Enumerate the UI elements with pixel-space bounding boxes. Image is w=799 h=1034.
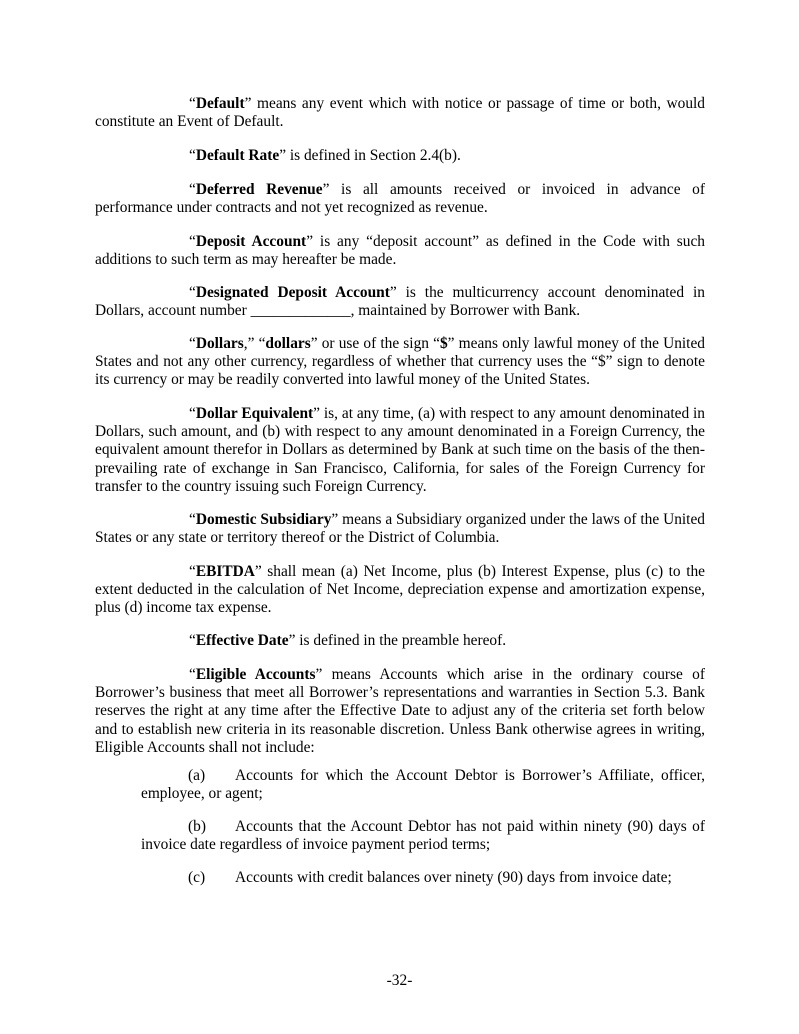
definition-designated-deposit-account: “Designated Deposit Account” is the multicurrency account denominated in Dollars, account number _____________, maintained by Borrower with Bank.	[95, 284, 705, 320]
definition-deferred-revenue: “Deferred Revenue” is all amounts received or invoiced in advance of performance under contracts and not yet recognized as revenue.	[95, 181, 705, 217]
subitem-number: (b)	[188, 818, 206, 835]
subitem-number: (a)	[188, 767, 206, 784]
defined-term: Deferred Revenue	[195, 181, 323, 198]
definition-eligible-accounts: “Eligible Accounts” means Accounts which arise in the ordinary course of Borrower’s business that meet all Borrower’s representations and warranties in Section 5.3. Bank reserves the right at any time after the Effective Date to adjust any of the criteria set forth below and to establish new criteria in its reasonable discretion. Unless Bank otherwise agrees in writing, Eligible Accounts shall not include:	[95, 666, 705, 756]
subitem-b	[141, 818, 705, 854]
subitem-text: Accounts with credit balances over ninety (90) days from invoice date;	[235, 869, 672, 886]
defined-term: dollars	[265, 335, 311, 352]
defined-term: Dollar Equivalent	[195, 405, 314, 422]
definition-default: “Default” means any event which with notice or passage of time or both, would constitute an Event of Default.	[95, 95, 705, 131]
defined-term: Deposit Account	[195, 233, 307, 250]
definition-domestic-subsidiary: “Domestic Subsidiary” means a Subsidiary organized under the laws of the United States or any state or territory thereof or the District of Columbia.	[95, 511, 705, 547]
definition-text: is the multicurrency account denominated in Dollars, account number _____________, maintained by Borrower with Bank.	[95, 284, 705, 320]
defined-term: Eligible Accounts	[195, 666, 316, 683]
page-number: -32-	[386, 972, 413, 989]
definition-ebitda: “EBITDA” shall mean (a) Net Income, plus (b) Interest Expense, plus (c) to the extent deducted in the calculation of Net Income, depreciation expense and amortization expense, plus (d) income tax expense.	[95, 563, 705, 617]
definition-deposit-account: “Deposit Account” is any “deposit account” as defined in the Code with such additions to such term as may hereafter be made.	[95, 233, 705, 269]
definition-dollars: “Dollars,” “dollars” or use of the sign “$” means only lawful money of the United States and not any other currency, regardless of whether that currency uses the “$” sign to denote its currency or may be readily converted into lawful money of the United States.	[95, 335, 705, 389]
defined-term: EBITDA	[195, 563, 255, 580]
definition-text: ” means only lawful money of the United States and not any other currency, regardless of whether that currency uses the “$” sign to denote its currency or may be readily converted into lawful money of the United States.	[95, 335, 705, 389]
definition-text: means any event which with notice or passage of time or both, would constitute an Event of Default.	[95, 95, 705, 131]
defined-term: Default Rate	[195, 147, 280, 164]
definition-text: is, at any time, (a) with respect to any amount denominated in Dollars, such amount, and (b) with respect to any amount denominated in a Foreign Currency, the equivalent amount therefor in Dollars as determined by Bank at such time on the basis of the then-prevailing rate of exchange in San Francisco, California, for sales of the Foreign Currency for transfer to the country issuing such Foreign Currency.	[95, 405, 705, 495]
defined-term: Domestic Subsidiary	[195, 511, 332, 528]
definition-default-rate: “Default Rate” is defined in Section 2.4(b).	[189, 147, 461, 164]
subitem-text: Accounts that the Account Debtor has not paid within ninety (90) days of invoice date regardless of invoice payment period terms;	[141, 818, 705, 854]
defined-term: Dollars	[195, 335, 244, 352]
subitem-number: (c)	[188, 869, 206, 886]
definition-text: is defined in the preamble hereof.	[295, 632, 507, 649]
definition-text: means Accounts which arise in the ordinary course of Borrower’s business that meet all Borrower’s representations and warranties in Section 5.3. Bank reserves the right at any time after the Effective Date to adjust any of the criteria set forth below and to establish new criteria in its reasonable discretion. Unless Bank otherwise agrees in writing, Eligible Accounts shall not include:	[95, 666, 705, 756]
definition-text: ” or use of the sign “	[310, 335, 440, 352]
subitem-c	[141, 869, 705, 887]
definition-text: is any “deposit account” as defined in the Code with such additions to such term as may hereafter be made.	[95, 233, 705, 269]
defined-term: Designated Deposit Account	[195, 284, 390, 301]
definition-text: means a Subsidiary organized under the laws of the United States or any state or territory thereof or the District of Columbia.	[95, 511, 705, 547]
subitem-a	[141, 767, 705, 803]
defined-term: Default	[195, 95, 245, 112]
definition-text: shall mean (a) Net Income, plus (b) Interest Expense, plus (c) to the extent deducted in the calculation of Net Income, depreciation expense and amortization expense, plus (d) income tax expense.	[95, 563, 705, 617]
definition-dollar-equivalent: “Dollar Equivalent” is, at any time, (a) with respect to any amount denominated in Dollars, such amount, and (b) with respect to any amount denominated in a Foreign Currency, the equivalent amount therefor in Dollars as determined by Bank at such time on the basis of the then-prevailing rate of exchange in San Francisco, California, for sales of the Foreign Currency for transfer to the country issuing such Foreign Currency.	[95, 405, 705, 495]
definition-effective-date: “Effective Date” is defined in the preamble hereof.	[189, 632, 507, 649]
definition-text: is all amounts received or invoiced in advance of performance under contracts and not yet recognized as revenue.	[95, 181, 705, 217]
defined-term: Effective Date	[195, 632, 289, 649]
separator-text: ,” “	[243, 335, 266, 352]
defined-term: $	[439, 335, 448, 352]
definition-text: is defined in Section 2.4(b).	[286, 147, 461, 164]
subitem-text: Accounts for which the Account Debtor is Borrower’s Affiliate, officer, employee, or agent;	[141, 767, 705, 803]
